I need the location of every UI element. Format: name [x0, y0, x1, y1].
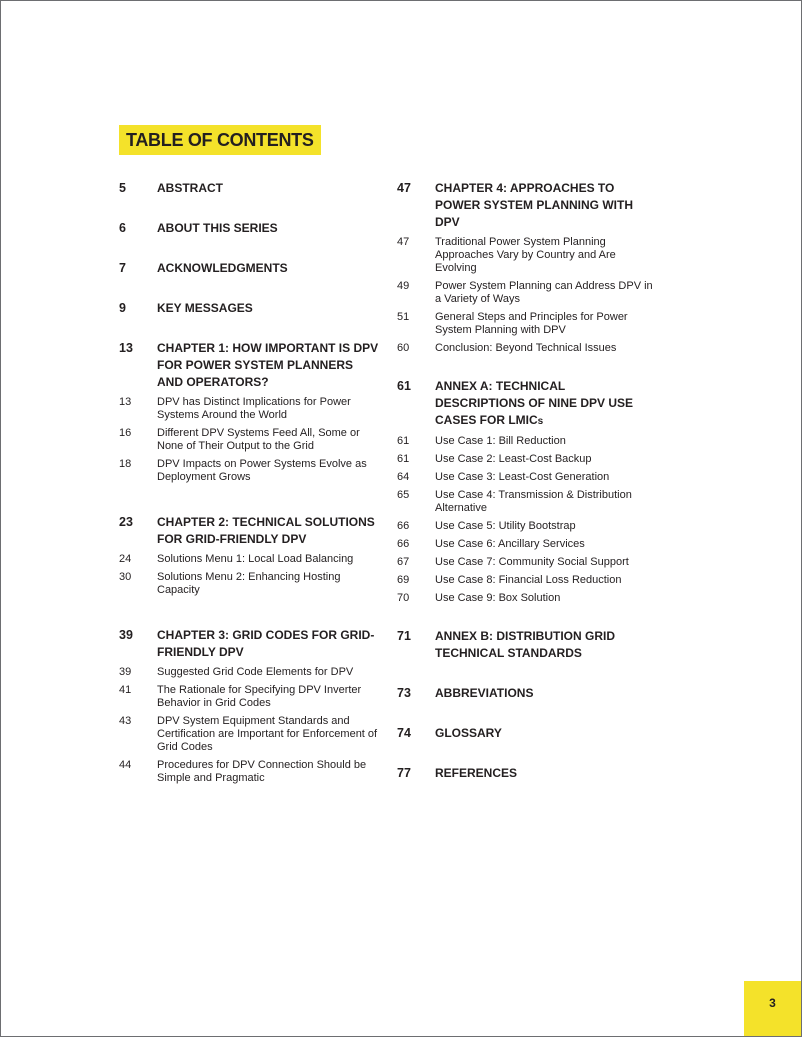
toc-subentry[interactable] — [119, 684, 379, 710]
toc-entry-label: CHAPTER 2: TECHNICAL SOLUTIONS FOR GRID-FRIENDLY DPV — [157, 515, 375, 546]
toc-page-number: 7 — [119, 261, 126, 275]
toc-subentry[interactable] — [397, 453, 657, 466]
toc-entry-glossary[interactable] — [397, 725, 657, 742]
toc-page-number: 51 — [397, 311, 410, 323]
toc-entry-annex-b[interactable] — [397, 628, 657, 662]
toc-entry-chapter-4[interactable] — [397, 180, 657, 231]
toc-entry-label: ABSTRACT — [157, 181, 223, 195]
toc-entry-annex-a[interactable] — [397, 378, 657, 430]
toc-page-number: 73 — [397, 686, 411, 700]
toc-page-number: 47 — [397, 236, 410, 248]
toc-entry-label: REFERENCES — [435, 766, 518, 780]
toc-subentry-label: Use Case 3: Least-Cost Generation — [435, 471, 610, 483]
toc-subentry-label: DPV Impacts on Power Systems Evolve as Deployment Grows — [157, 458, 367, 483]
toc-entry-abstract[interactable] — [119, 180, 379, 197]
toc-subentry-label: Procedures for DPV Connection Should be Simple and Pragmatic — [157, 759, 367, 784]
toc-page-number: 6 — [119, 221, 126, 235]
toc-entry-label: ABBREVIATIONS — [435, 686, 534, 700]
toc-subentry[interactable] — [119, 458, 379, 484]
toc-entry-label: CHAPTER 4: APPROACHES TO POWER SYSTEM PLANNING WITH DPV — [435, 181, 633, 229]
toc-page-number: 70 — [397, 592, 410, 604]
toc-page-number: 61 — [397, 453, 410, 465]
toc-page-number: 67 — [397, 556, 410, 568]
toc-entry-label: CHAPTER 3: GRID CODES FOR GRID-FRIENDLY DPV — [157, 628, 375, 659]
toc-entry-key-messages[interactable] — [119, 300, 379, 317]
toc-page-number: 13 — [119, 341, 133, 355]
toc-subentry-label: Power System Planning can Address DPV in a Variety of Ways — [435, 280, 653, 305]
toc-subentry-label: DPV System Equipment Standards and Certification are Important for Enforcement of Grid Codes — [157, 715, 378, 753]
toc-entry-label: CHAPTER 1: HOW IMPORTANT IS DPV FOR POWER SYSTEM PLANNERS AND OPERATORS? — [157, 341, 379, 389]
toc-subentry-label: Use Case 1: Bill Reduction — [435, 435, 566, 447]
toc-page-number: 49 — [397, 280, 410, 292]
toc-page-number: 23 — [119, 515, 133, 529]
toc-entry-label — [435, 378, 657, 430]
toc-page-number: 61 — [397, 435, 410, 447]
toc-subentry[interactable] — [119, 666, 379, 679]
toc-page-number: 66 — [397, 538, 410, 550]
toc-subentry[interactable] — [397, 574, 657, 587]
toc-left-column — [119, 180, 379, 785]
toc-entry-chapter-2[interactable] — [119, 514, 379, 548]
toc-page-number: 13 — [119, 396, 132, 408]
toc-page-number: 77 — [397, 766, 411, 780]
toc-page-number: 43 — [119, 715, 132, 727]
toc-subentry-label: Suggested Grid Code Elements for DPV — [157, 666, 354, 678]
toc-page-number: 39 — [119, 666, 132, 678]
toc-entry-chapter-1[interactable] — [119, 340, 379, 391]
toc-entry-label: GLOSSARY — [435, 726, 502, 740]
toc-subentry-label: Use Case 4: Transmission & Distribution Alternative — [435, 489, 632, 514]
toc-page-number: 71 — [397, 629, 411, 643]
toc-subentry[interactable] — [119, 759, 379, 785]
toc-entry-chapter-3[interactable] — [119, 627, 379, 661]
toc-subentry[interactable] — [397, 236, 657, 275]
toc-subentry[interactable] — [397, 592, 657, 605]
toc-subentry-label: Use Case 5: Utility Bootstrap — [435, 520, 576, 532]
toc-subentry[interactable] — [397, 471, 657, 484]
toc-subentry[interactable] — [397, 435, 657, 448]
toc-page-number: 66 — [397, 520, 410, 532]
toc-subentry[interactable] — [119, 553, 379, 566]
toc-subentry[interactable] — [397, 538, 657, 551]
toc-page-number: 18 — [119, 458, 132, 470]
toc-subentry[interactable] — [119, 396, 379, 422]
page-number: 3 — [769, 996, 776, 1010]
toc-page-number: 41 — [119, 684, 132, 696]
toc-subentry-label: Use Case 9: Box Solution — [435, 592, 561, 604]
page-number-badge — [744, 981, 801, 1036]
toc-page-number: 39 — [119, 628, 133, 642]
toc-entry-label-suffix: s — [537, 416, 544, 427]
toc-page-number: 64 — [397, 471, 410, 483]
toc-subentry[interactable] — [397, 520, 657, 533]
toc-subentry[interactable] — [397, 311, 657, 337]
toc-page-number: 9 — [119, 301, 126, 315]
toc-entry-label: ABOUT THIS SERIES — [157, 221, 278, 235]
toc-page-number: 24 — [119, 553, 132, 565]
toc-subentry-label: Solutions Menu 1: Local Load Balancing — [157, 553, 354, 565]
toc-subentry[interactable] — [397, 489, 657, 515]
toc-subentry[interactable] — [397, 280, 657, 306]
toc-page-number: 16 — [119, 427, 132, 439]
toc-entry-label-text: ANNEX A: TECHNICAL DESCRIPTIONS OF NINE DPV USE CASES FOR LMIC — [435, 379, 634, 427]
toc-entry-about[interactable] — [119, 220, 379, 237]
toc-subentry-label: The Rationale for Specifying DPV Inverter Behavior in Grid Codes — [157, 684, 362, 709]
toc-subentry-label: Use Case 8: Financial Loss Reduction — [435, 574, 622, 586]
toc-right-column — [397, 180, 657, 782]
toc-subentry-label: Traditional Power System Planning Approaches Vary by Country and Are Evolving — [435, 236, 616, 274]
toc-page-number: 30 — [119, 571, 132, 583]
toc-page-number: 47 — [397, 181, 411, 195]
toc-entry-label: KEY MESSAGES — [157, 301, 253, 315]
toc-subentry-label: General Steps and Principles for Power System Planning with DPV — [435, 311, 628, 336]
toc-page-number: 5 — [119, 181, 126, 195]
toc-subentry[interactable] — [397, 556, 657, 569]
toc-page-number: 65 — [397, 489, 410, 501]
toc-subentry[interactable] — [119, 571, 379, 597]
toc-subentry-label: DPV has Distinct Implications for Power Systems Around the World — [157, 396, 351, 421]
toc-page-number: 44 — [119, 759, 132, 771]
toc-entry-acknowledgments[interactable] — [119, 260, 379, 277]
toc-subentry[interactable] — [119, 427, 379, 453]
page-title: TABLE OF CONTENTS — [119, 125, 321, 155]
toc-entry-abbreviations[interactable] — [397, 685, 657, 702]
toc-subentry[interactable] — [397, 342, 657, 355]
toc-subentry-label: Different DPV Systems Feed All, Some or None of Their Output to the Grid — [157, 427, 360, 452]
toc-subentry-label: Conclusion: Beyond Technical Issues — [435, 342, 617, 354]
toc-subentry-label: Use Case 6: Ancillary Services — [435, 538, 585, 550]
toc-page-number: 69 — [397, 574, 410, 586]
toc-page-number: 74 — [397, 726, 411, 740]
toc-subentry-label: Solutions Menu 2: Enhancing Hosting Capacity — [157, 571, 341, 596]
toc-subentry-label: Use Case 2: Least-Cost Backup — [435, 453, 592, 465]
toc-page-number: 61 — [397, 379, 411, 393]
toc-page-number: 60 — [397, 342, 410, 354]
toc-subentry[interactable] — [119, 715, 379, 754]
toc-entry-label: ACKNOWLEDGMENTS — [157, 261, 288, 275]
toc-entry-label: ANNEX B: DISTRIBUTION GRID TECHNICAL STANDARDS — [435, 629, 615, 660]
toc-subentry-label: Use Case 7: Community Social Support — [435, 556, 629, 568]
toc-entry-references[interactable] — [397, 765, 657, 782]
